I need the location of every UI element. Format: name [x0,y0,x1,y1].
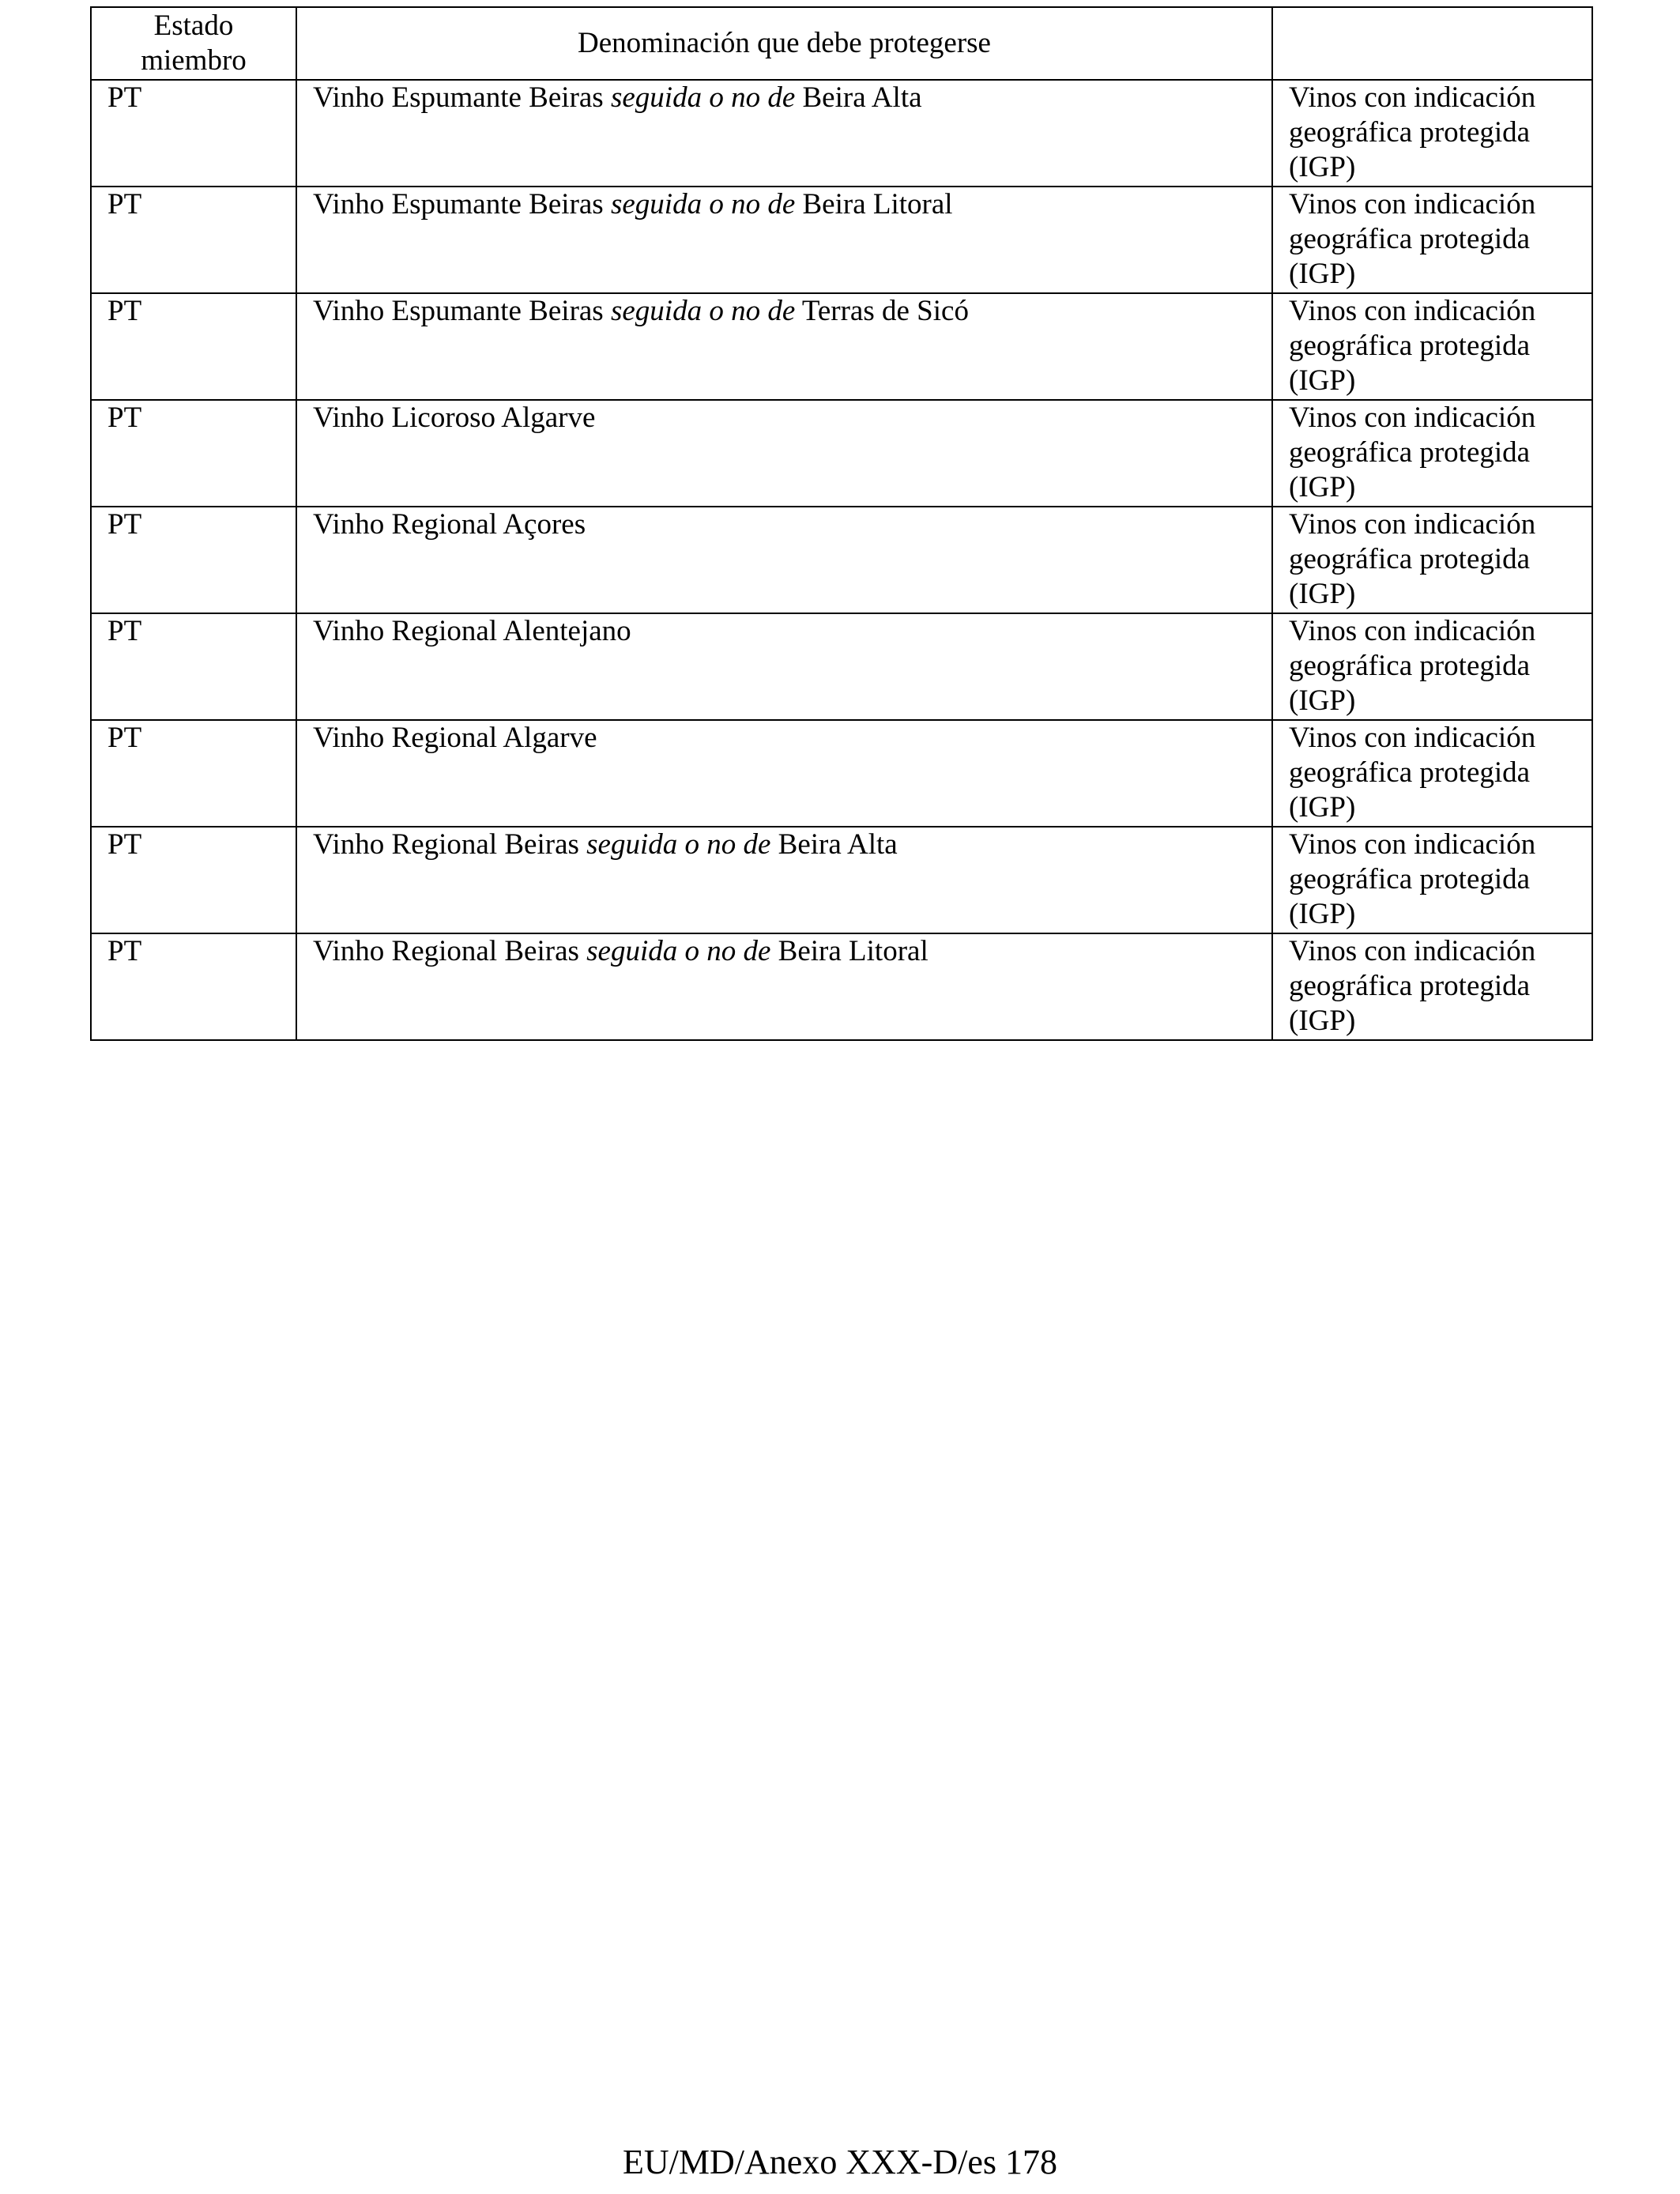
member-state-cell: PT [91,720,296,827]
member-state-cell: PT [91,187,296,293]
denomination-text [313,401,1271,435]
table-row [91,187,1592,293]
table-row [91,827,1592,933]
category-line: (IGP) [1289,578,1356,610]
category-cell [1272,80,1592,187]
member-state-cell: PT [91,507,296,613]
category-line: (IGP) [1289,791,1356,824]
category-line: (IGP) [1289,684,1356,717]
denomination-subregion: Beira Alta [802,81,922,114]
table-row [91,933,1592,1040]
denomination-name: Vinho Regional Açores [313,508,586,541]
category-line: Vinos con indicación [1289,935,1536,967]
denomination-subregion: Beira Alta [778,828,898,861]
denomination-cell [296,80,1272,187]
category-line: Vinos con indicación [1289,828,1536,861]
category-line: geográfica protegida [1289,543,1531,575]
category-line: geográfica protegida [1289,863,1531,895]
denomination-cell [296,507,1272,613]
header-row [91,7,1592,80]
category-line: geográfica protegida [1289,330,1531,362]
denomination-cell [296,400,1272,507]
category-line: Vinos con indicación [1289,615,1536,647]
denomination-text [313,507,1271,542]
denomination-subregion: Beira Litoral [778,935,929,967]
category-cell [1272,293,1592,400]
table-row [91,613,1592,720]
denomination-text [313,81,1271,115]
category-line: geográfica protegida [1289,223,1531,255]
denomination-connector: seguida o no de [586,935,771,967]
denomination-cell [296,613,1272,720]
category-line: (IGP) [1289,471,1356,503]
denomination-text [313,934,1271,969]
denominations-table [90,6,1593,1041]
denomination-cell [296,293,1272,400]
table-row [91,80,1592,187]
denomination-cell [296,827,1272,933]
category-line: Vinos con indicación [1289,508,1536,541]
denomination-name: Vinho Espumante Beiras [313,295,604,327]
category-line: geográfica protegida [1289,756,1531,789]
denomination-name: Vinho Regional Beiras [313,935,579,967]
denomination-cell [296,933,1272,1040]
denomination-subregion: Terras de Sicó [801,295,969,327]
category-line: Vinos con indicación [1289,81,1536,114]
category-line: geográfica protegida [1289,650,1531,682]
table-row [91,507,1592,613]
category-cell [1272,400,1592,507]
denomination-name: Vinho Espumante Beiras [313,188,604,221]
denomination-connector: seguida o no de [610,188,796,221]
header-member-state [91,7,296,80]
category-line: (IGP) [1289,151,1356,183]
category-line: geográfica protegida [1289,116,1531,149]
category-line: (IGP) [1289,898,1356,930]
member-state-cell: PT [91,80,296,187]
header-member-state-line2: miembro [141,44,247,77]
category-line: Vinos con indicación [1289,295,1536,327]
denomination-connector: seguida o no de [610,81,796,114]
table-row [91,400,1592,507]
category-cell [1272,613,1592,720]
category-cell [1272,933,1592,1040]
denomination-cell [296,187,1272,293]
header-denomination: Denominación que debe protegerse [296,7,1272,80]
denomination-text [313,187,1271,222]
member-state-cell: PT [91,613,296,720]
member-state-cell: PT [91,400,296,507]
category-cell [1272,507,1592,613]
denomination-name: Vinho Espumante Beiras [313,81,604,114]
category-cell [1272,720,1592,827]
table-header [91,7,1592,80]
table-body [91,80,1592,1040]
category-line: (IGP) [1289,364,1356,397]
table-row [91,720,1592,827]
denomination-subregion: Beira Litoral [802,188,953,221]
denomination-text [313,614,1271,649]
header-member-state-line1: Estado [153,9,234,42]
denomination-connector: seguida o no de [610,295,796,327]
header-category [1272,7,1592,80]
denomination-name: Vinho Regional Algarve [313,722,597,754]
member-state-cell: PT [91,827,296,933]
member-state-cell: PT [91,293,296,400]
category-line: geográfica protegida [1289,970,1531,1002]
category-line: (IGP) [1289,1005,1356,1037]
category-line: Vinos con indicación [1289,401,1536,434]
page-footer-reference: EU/MD/Anexo XXX-D/es 178 [623,2143,1057,2181]
category-cell [1272,187,1592,293]
denomination-name: Vinho Regional Alentejano [313,615,631,647]
denomination-name: Vinho Licoroso Algarve [313,401,596,434]
denomination-text [313,294,1271,329]
category-line: (IGP) [1289,258,1356,290]
table-row [91,293,1592,400]
category-cell [1272,827,1592,933]
category-line: Vinos con indicación [1289,722,1536,754]
denomination-connector: seguida o no de [586,828,771,861]
denomination-text [313,721,1271,756]
denomination-text [313,827,1271,862]
category-line: Vinos con indicación [1289,188,1536,221]
denomination-cell [296,720,1272,827]
category-line: geográfica protegida [1289,436,1531,469]
member-state-cell: PT [91,933,296,1040]
denomination-name: Vinho Regional Beiras [313,828,579,861]
